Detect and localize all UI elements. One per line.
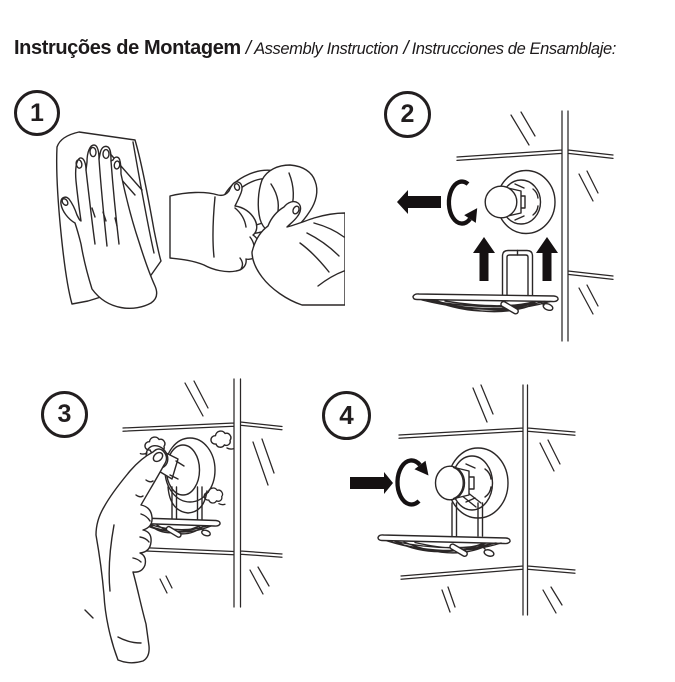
title-spanish: Instrucciones de Ensamblaje: (411, 40, 616, 58)
step-2-number: 2 (400, 100, 415, 128)
step-1-illustration (0, 90, 345, 325)
index-finger-pressing-suction-knob (85, 449, 167, 663)
step-4-illustration (335, 383, 675, 665)
mounting-bracket (503, 251, 533, 300)
pressing-hand (96, 449, 167, 663)
up-direction-arrow-left (473, 237, 495, 281)
knob-face (436, 466, 465, 500)
air-puff (211, 431, 234, 449)
up-direction-arrow-right (536, 237, 558, 281)
step-1-number: 1 (30, 98, 44, 127)
step-3-illustration (10, 375, 340, 667)
knob-face (485, 186, 517, 218)
title-separator: / (403, 38, 409, 59)
counterclockwise-rotation-arrow (449, 182, 470, 224)
hands-wiping-suction-cup-with-cloth (170, 158, 345, 305)
suction-cup-knob-on-tiled-wall (485, 171, 555, 234)
assembled-soap-dish-on-tiled-wall (378, 448, 510, 557)
title-english: Assembly Instruction (254, 40, 399, 58)
step-3-number: 3 (57, 400, 72, 428)
step-4-number: 4 (339, 400, 354, 430)
title-portuguese: Instruções de Montagem (14, 37, 241, 59)
title-separator: / (245, 38, 252, 59)
page-title (14, 37, 616, 60)
hand-pressing-cloth-on-wall (57, 132, 161, 308)
right-direction-arrow (350, 472, 393, 494)
left-direction-arrow (397, 190, 441, 214)
clockwise-rotation-arrow (397, 460, 420, 504)
step-2-illustration (345, 95, 675, 347)
